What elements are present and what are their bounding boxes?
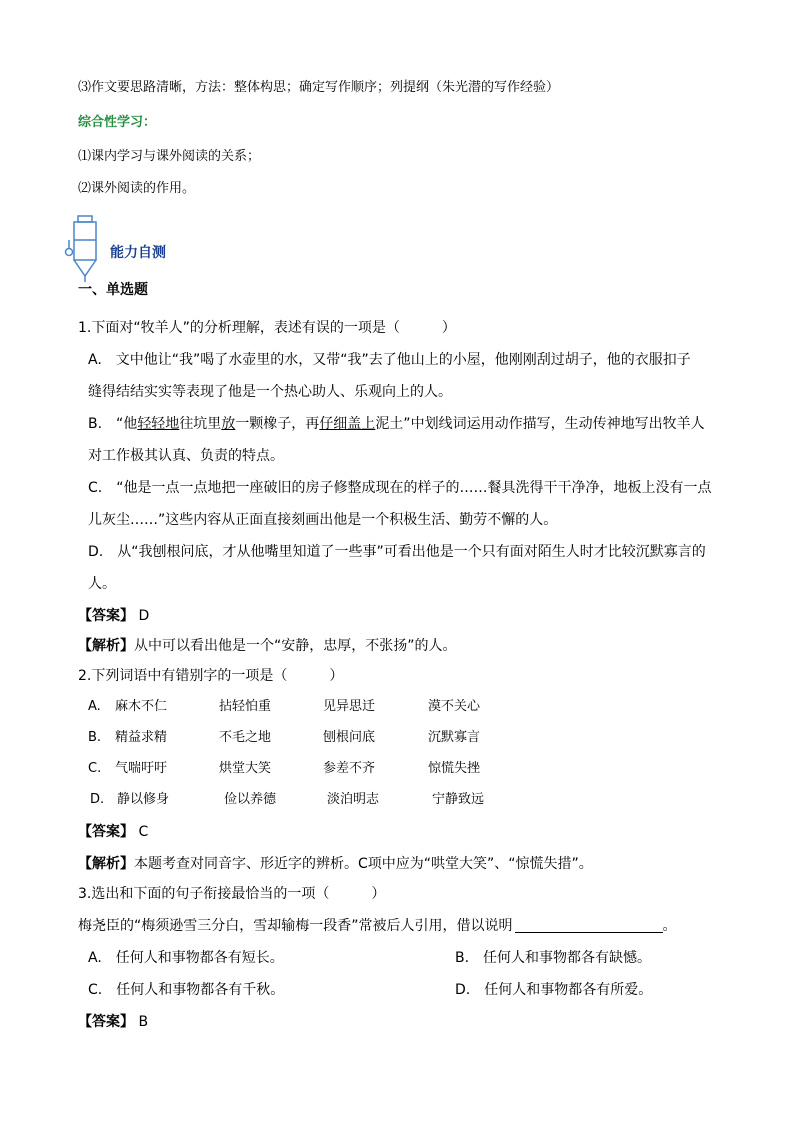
q2-d-word1: 静以修身 xyxy=(117,792,170,807)
q1-b-underline-1: 轻轻地 xyxy=(137,416,180,432)
q3-option-b: B. 任何人和事物都各有缺憾。 xyxy=(455,950,652,966)
q3-sentence xyxy=(78,916,677,936)
q2-d-letter: D. xyxy=(90,792,105,807)
q1-b-text-4: 泥土”中划线词运用动作描写，生动传神地写出牧羊人 xyxy=(375,416,705,432)
ability-self-test-title: 能力自测 xyxy=(110,245,166,261)
q1-option-d-line1: D. 从“我刨根问底，才从他嘴里知道了一些事”可看出他是一个只有面对陌生人时才比较沉默寡言的 xyxy=(88,544,706,560)
q2-d-word3: 淡泊明志 xyxy=(327,792,380,807)
q1-b-text-3: 一颗橡子，再 xyxy=(235,416,320,432)
q1-analysis-text: 从中可以看出他是一个“安静，忠厚，不张扬”的人。 xyxy=(134,638,457,654)
q1-stem: 1.下面对“牧羊人”的分析理解，表述有误的一项是（ ） xyxy=(78,320,456,336)
q1-option-d-line2: 人。 xyxy=(88,576,116,592)
q3-option-d: D. 任何人和事物都各有所爱。 xyxy=(455,982,653,998)
q1-option-c-line2: 儿灰尘……”这些内容从正面直接刻画出他是一个积极生活、勤劳不懈的人。 xyxy=(88,512,558,528)
q2-answer xyxy=(78,822,148,842)
q1-analysis xyxy=(78,636,457,656)
q1-option-b-line1 xyxy=(88,414,705,434)
paragraph-writing-method: ⑶作文要思路清晰，方法：整体构思；确定写作顺序；列提纲（朱光潜的写作经验） xyxy=(78,80,560,95)
q2-a-word4: 漠不关心 xyxy=(428,699,481,714)
q2-a-letter: A. xyxy=(88,699,101,714)
q1-option-a-line1: A. 文中他让“我”喝了水壶里的水，又带“我”去了他山上的小屋，他刚刚刮过胡子，他的衣服扣子 xyxy=(88,352,691,368)
q2-b-word2: 不毛之地 xyxy=(219,730,272,745)
q1-b-underline-3: 仔细盖上 xyxy=(319,416,376,432)
q1-option-b-line2: 对工作极其认真、负责的特点。 xyxy=(88,448,284,464)
q2-c-word2: 烘堂大笑 xyxy=(219,761,272,776)
comprehensive-item-1: ⑴课内学习与课外阅读的关系； xyxy=(78,149,261,164)
q3-sentence-end: 。 xyxy=(662,918,677,934)
q2-a-word3: 见异思迁 xyxy=(323,699,376,714)
q3-blank[interactable] xyxy=(515,918,663,933)
q2-analysis-label: 【解析】 xyxy=(78,856,134,872)
q1-b-text-2: 往坑里 xyxy=(179,416,222,432)
q1-b-underline-2: 放 xyxy=(221,416,236,432)
q3-option-c: C. 任何人和事物都各有千秋。 xyxy=(88,982,285,998)
q2-b-word3: 刨根问底 xyxy=(323,730,376,745)
q3-answer-value: B xyxy=(138,1014,149,1030)
q2-analysis xyxy=(78,854,593,874)
q1-analysis-label: 【解析】 xyxy=(78,638,134,654)
q2-analysis-text: 本题考查对同音字、形近字的辨析。C项中应为“哄堂大笑”、“惊慌失措”。 xyxy=(134,856,593,872)
q2-c-word4: 惊慌失挫 xyxy=(428,761,481,776)
q1-option-a-line2: 缝得结结实实等表现了他是一个热心助人、乐观向上的人。 xyxy=(88,384,452,400)
q3-option-a: A. 任何人和事物都各有短长。 xyxy=(88,950,284,966)
comprehensive-item-2: ⑵课外阅读的作用。 xyxy=(78,181,196,196)
q3-answer xyxy=(78,1012,148,1032)
q2-c-letter: C. xyxy=(88,761,102,776)
part-title: 一、单选题 xyxy=(78,282,148,298)
q2-b-word1: 精益求精 xyxy=(115,730,168,745)
q1-answer xyxy=(78,606,149,626)
q2-b-word4: 沉默寡言 xyxy=(428,730,481,745)
q3-sentence-text: 梅尧臣的“梅须逊雪三分白，雪却输梅一段香”常被后人引用，借以说明 xyxy=(78,918,513,934)
q3-answer-label: 【答案】 xyxy=(78,1014,134,1030)
q1-answer-label: 【答案】 xyxy=(78,608,134,624)
q2-answer-label: 【答案】 xyxy=(78,824,134,840)
q1-answer-value: D xyxy=(138,608,150,624)
q1-b-text-1: B. “他 xyxy=(88,416,138,432)
q2-d-word4: 宁静致远 xyxy=(432,792,485,807)
section-comprehensive-learning: 综合性学习： xyxy=(78,115,157,130)
q2-c-word1: 气喘吁吁 xyxy=(115,761,168,776)
q1-option-c-line1: C. “他是一点一点地把一座破旧的房子修整成现在的样子的……餐具洗得干干净净，地板上没有一点 xyxy=(88,480,712,496)
q2-b-letter: B. xyxy=(88,730,102,745)
q2-a-word2: 拈轻怕重 xyxy=(219,699,272,714)
q3-stem: 3.选出和下面的句子衔接最恰当的一项（ ） xyxy=(78,886,386,902)
q2-a-word1: 麻木不仁 xyxy=(115,699,168,714)
q2-answer-value: C xyxy=(138,824,149,840)
q2-d-word2: 俭以养德 xyxy=(224,792,277,807)
q2-c-word3: 参差不齐 xyxy=(323,761,376,776)
q2-stem: 2.下列词语中有错别字的一项是（ ） xyxy=(78,668,344,684)
pen-icon xyxy=(64,214,100,284)
